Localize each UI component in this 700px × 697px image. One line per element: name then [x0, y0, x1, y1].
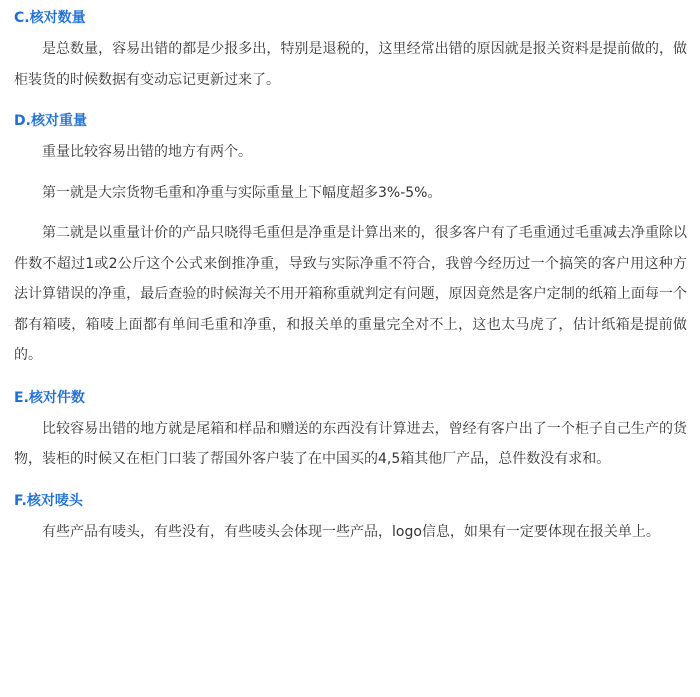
paragraph: 是总数量，容易出错的都是少报多出，特别是退税的，这里经常出错的原因就是报关资料是提前做的，做柜装货的时候数据有变动忘记更新过来了。 [14, 41, 687, 88]
section-heading: D.核对重量 [14, 113, 87, 129]
section-body [14, 414, 687, 475]
section-check-pieces [14, 388, 687, 475]
section-check-quantity [14, 0, 687, 95]
paragraph: 第一就是大宗货物毛重和净重与实际重量上下幅度超多3%-5%。 [42, 184, 442, 201]
section-body [14, 517, 687, 548]
paragraph: 有些产品有唛头，有些没有，有些唛头会体现一些产品，logo信息，如果有一定要体现在报关单上。 [42, 523, 660, 540]
section-check-weight [14, 111, 687, 371]
paragraph: 重量比较容易出错的地方有两个。 [42, 144, 252, 160]
paragraph: 比较容易出错的地方就是尾箱和样品和赠送的东西没有计算进去，曾经有客户出了一个柜子自己生产的货物，装柜的时候又在柜门口装了帮国外客户装了在中国买的4,5箱其他厂产品，总件数没有求和。 [14, 420, 687, 467]
section-heading: F.核对唛头 [14, 492, 83, 509]
section-body [14, 34, 687, 95]
paragraph: 第二就是以重量计价的产品只晓得毛重但是净重是计算出来的，很多客户有了毛重通过毛重减去净重除以件数不超过1或2公斤这个公式来倒推净重，导致与实际净重不符合，我曾今经历过一个搞笑的客户用这种方法计算错误的净重，最后查验的时候海关不用开箱称重就判定有问题，原因竟然是客户定制的纸箱上面每一个都有箱唛，箱唛上面都有单间毛重和净重，和报关单的重量完全对不上，这也太马虎了，估计纸箱是提前做的。 [14, 225, 687, 363]
section-body [14, 137, 687, 371]
section-heading: E.核对件数 [14, 389, 85, 406]
section-check-marks [14, 491, 687, 548]
section-heading: C.核对数量 [14, 10, 86, 26]
